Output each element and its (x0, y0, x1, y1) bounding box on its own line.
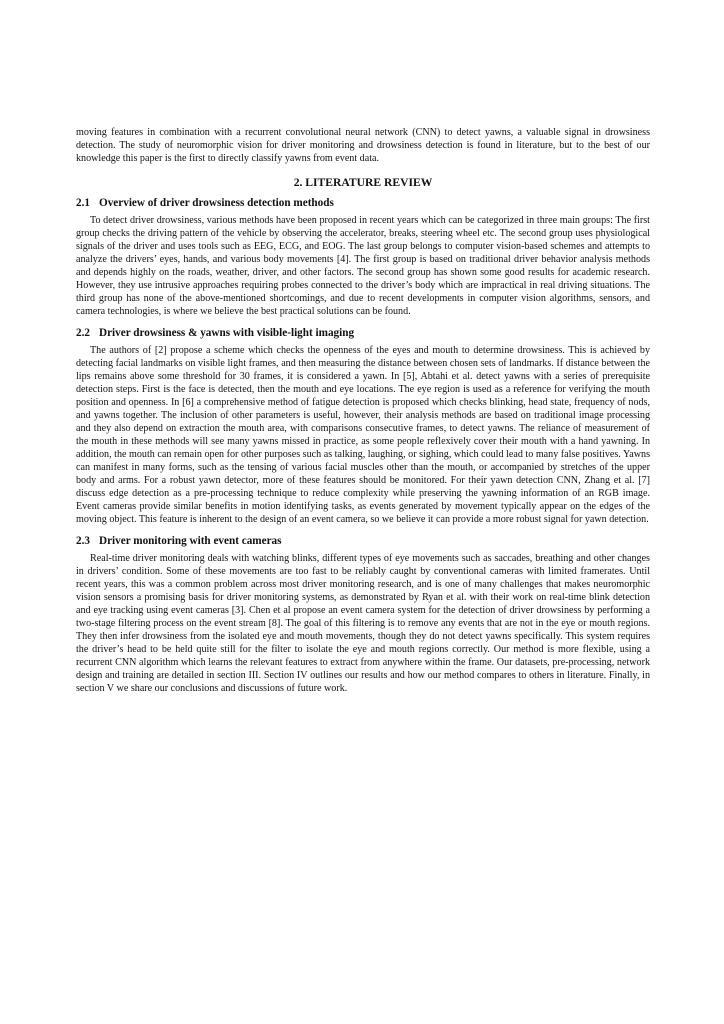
subsection-paragraph-2-2: The authors of [2] propose a scheme which checks the openness of the eyes and mouth to determine drowsiness. This is achieved by detecting facial landmarks on visible light frames, and then measuring the distance between chosen sets of landmarks. If distance between the lips remains above some threshold for 30 frames, it is considered a yawn. In [5], Abtahi et al. detect yawns with a series of prerequisite detection steps. First is the face is detected, then the mouth and eye locations. The eye region is used as a reference for verifying the mouth position and openness. In [6] a comprehensive method of fatigue detection is proposed which checks blinking, head state, frequency of nods, and yawns together. The inclusion of other parameters is useful, however, their analysis methods are based on traditional image processing and they also depend on extraction the mouth area, with comparisons consecutive frames, to detect yawns. The reliance of measurement of the mouth in these methods will see many yawns missed in practice, as some people reflexively cover their mouth with a hand yawning. In addition, the mouth can remain open for other purposes such as talking, laughing, or sighing, which could lead to many false positives. Yawns can manifest in many forms, such as the tensing of various facial muscles other than the mouth, or accompanied by stretches of the upper body and arms. For a robust yawn detector, more of these features should be monitored. For their yawn detection CNN, Zhang et al. [7] discuss edge detection as a pre-processing technique to reduce complexity while preserving the yawning information of an RGB image. Event cameras provide similar benefits in motion identifying tasks, as events generated by movement typically appear on the edges of the moving object. This feature is inherent to the design of an event camera, so we believe it can provide a more robust signal for yawn detection. (76, 345, 650, 525)
section-title: 2. LITERATURE REVIEW (293, 176, 433, 189)
subsection-title: Driver drowsiness & yawns with visible-light imaging (99, 327, 355, 339)
paper-page (76, 126, 650, 695)
intro-paragraph: moving features in combination with a recurrent convolutional neural network (CNN) to detect yawns, a valuable signal in drowsiness detection. The study of neuromorphic vision for driver monitoring and drowsiness detection is found in literature, but to the best of our knowledge this paper is the first to directly classify yawns from event data. (76, 127, 650, 164)
subsection-number: 2.3 (76, 535, 90, 547)
subsection-title: Overview of driver drowsiness detection methods (99, 197, 334, 209)
subsection-number: 2.1 (76, 197, 90, 209)
subsection-number: 2.2 (76, 327, 90, 339)
subsection-paragraph-2-1: To detect driver drowsiness, various methods have been proposed in recent years which can be categorized in three main groups: The first group checks the driving pattern of the vehicle by observing the accelerator, breaks, steering wheel etc. The second group uses physiological signals of the driver and uses tools such as EEG, ECG, and EOG. The last group belongs to computer vision-based schemes and attempts to analyze the drivers’ eyes, hands, and various body movements [4]. The first group is based on traditional driver behavior analysis methods and depends highly on the roads, weather, driver, and other factors. The second group has shown some good results for academic research. However, they use intrusive approaches requiring probes connected to the driver’s body which are impractical in real driving situations. The third group has none of the above-mentioned shortcomings, and due to recent developments in computer vision algorithms, sensors, and camera technologies, is where we believe the best practical solutions can be found. (76, 215, 650, 317)
subsection-title: Driver monitoring with event cameras (99, 535, 282, 547)
subsection-heading-2-2 (76, 326, 650, 340)
subsection-heading-2-3 (76, 534, 650, 548)
subsection-paragraph-2-3: Real-time driver monitoring deals with watching blinks, different types of eye movements such as saccades, breathing and other changes in drivers’ condition. Some of these movements are too fast to be reliably caught by conventional cameras with limited framerates. Until recent years, this was a common problem across most driver monitoring research, and is one of many challenges that makes neuromorphic vision sensors a promising basis for driver monitoring systems, as demonstrated by Ryan et al. with their work on real-time blink detection and eye tracking using event cameras [3]. Chen et al propose an event camera system for the detection of driver drowsiness by performing a two-stage filtering process on the event stream [8]. The goal of this filtering is to remove any events that are not in the eye or mouth regions. They then infer drowsiness from the isolated eye and mouth movements, though they do not detect yawns specifically. This system requires the driver’s head to be held quite still for the filter to isolate the eye and mouth regions correctly. Our method is more flexible, using a recurrent CNN algorithm which learns the relevant features to extract from anywhere within the frame. Our datasets, pre-processing, network design and training are detailed in section III. Section IV outlines our results and how our method compares to others in literature. Finally, in section V we share our conclusions and discussions of future work. (76, 553, 650, 694)
subsection-heading-2-1 (76, 196, 650, 210)
